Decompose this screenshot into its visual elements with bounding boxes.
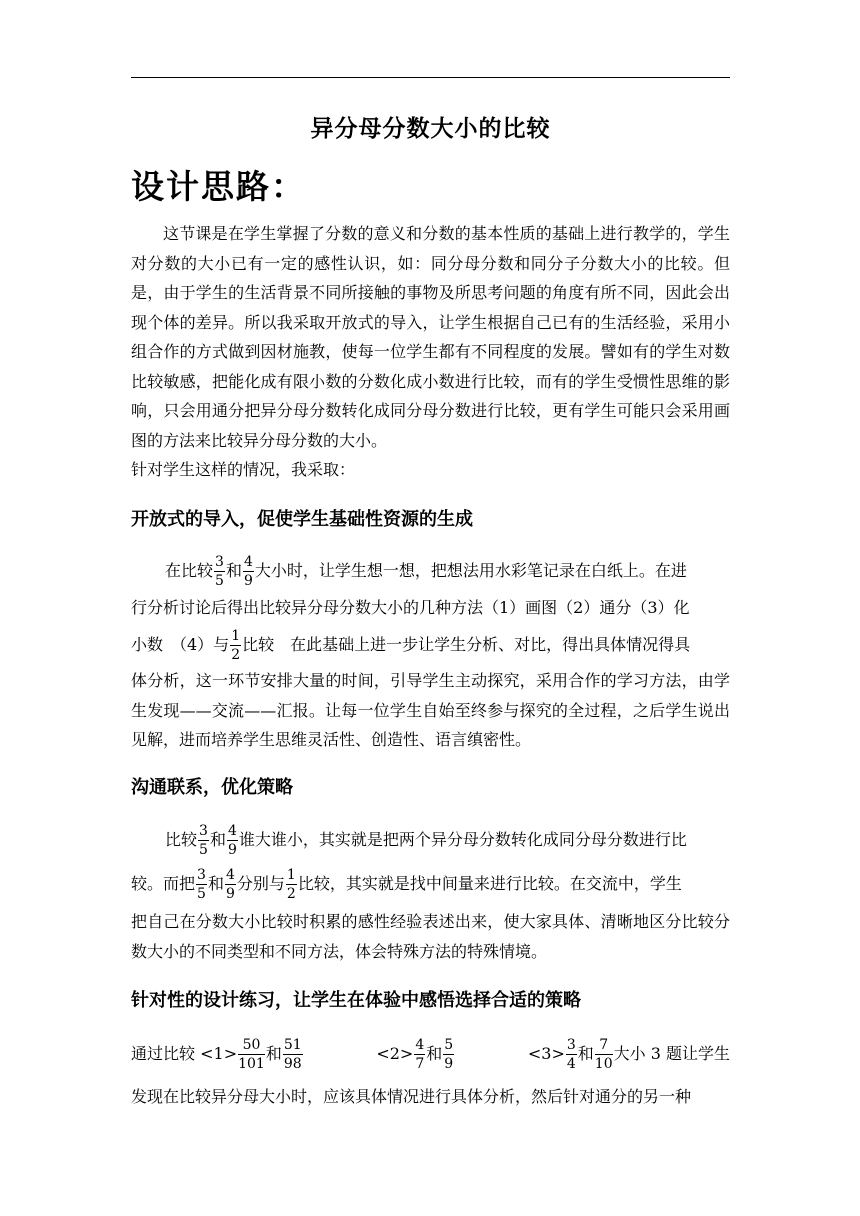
text-span: 比较 在此基础上进一步让学生分析、对比，得出具体情况得具 (242, 635, 691, 654)
p1-line-3 (131, 625, 730, 665)
text-span: 较。而把 (131, 874, 196, 893)
denominator: 2 (231, 647, 241, 663)
numerator: 1 (231, 628, 241, 644)
numerator: 3 (199, 823, 208, 839)
text-span: 和 (207, 874, 224, 893)
text-span: 比较，其实就是找中间量来进行比较。在交流中，学生 (297, 874, 682, 893)
example-label: <2> (376, 1044, 414, 1063)
denominator: 7 (415, 1056, 425, 1072)
denominator: 5 (215, 573, 224, 589)
text-span: 分别与 (236, 874, 285, 893)
text-span: 和 (225, 561, 242, 580)
numerator: 4 (415, 1037, 425, 1053)
fraction (230, 629, 241, 662)
text-span: 比较 (165, 830, 198, 849)
p1-line-1 (131, 551, 730, 591)
text-span: 大小时，让学生想一想，把想法用水彩笔记录在白纸上。在进 (254, 561, 687, 580)
numerator: 3 (197, 867, 206, 883)
fraction (198, 824, 209, 857)
text-span: 和 (265, 1044, 282, 1063)
fraction (196, 868, 207, 901)
numerator: 3 (566, 1037, 576, 1053)
fraction (243, 555, 254, 588)
numerator: 7 (595, 1038, 613, 1055)
denominator: 10 (594, 1056, 613, 1072)
example-label: <3> (527, 1044, 565, 1063)
denominator: 4 (566, 1056, 576, 1072)
fraction (225, 868, 236, 901)
fraction (566, 1038, 577, 1071)
denominator: 9 (227, 842, 237, 858)
p1-rest: 体分析，这一环节安排大量的时间，引导学生主动探究，采用合作的学习方法，由学生发现——交流——汇报。让每一位学生自始至终参与探究的全过程，之后学生说出见解，进而培养学生思维灵活性、创造性、语言缜密性。 (131, 671, 730, 749)
p2-line-2 (131, 864, 730, 904)
denominator: 5 (197, 886, 206, 902)
p3-line-1 (131, 1034, 730, 1074)
denominator: 98 (283, 1056, 302, 1072)
measures-intro: 针对学生这样的情况，我采取： (131, 460, 356, 479)
example-group-3 (528, 1034, 730, 1074)
text-span: 大小 3 题让学生 (613, 1044, 730, 1063)
heading-open-introduction: 开放式的导入，促使学生基础性资源的生成 (131, 509, 473, 530)
numerator: 50 (238, 1038, 265, 1055)
p3-line-2: 发现在比较异分母大小时，应该具体情况进行具体分析，然后针对通分的另一种 (131, 1087, 692, 1106)
text-span: 和 (209, 830, 226, 849)
text-span: 和 (426, 1044, 443, 1063)
denominator: 2 (286, 886, 296, 902)
example-group-1 (131, 1034, 304, 1074)
document-title: 异分母分数大小的比较 (310, 116, 551, 142)
denominator: 9 (243, 573, 253, 589)
fraction (286, 868, 297, 901)
numerator: 4 (225, 867, 235, 883)
numerator: 5 (444, 1037, 454, 1053)
numerator: 51 (283, 1037, 302, 1053)
fraction (443, 1038, 454, 1071)
p1-line-2: 行分析讨论后得出比较异分母分数大小的几种方法（1）画图（2）通分（3）化 (131, 598, 690, 617)
text-span: 小数 （4）与 (131, 635, 230, 654)
heading-communication: 沟通联系，优化策略 (131, 777, 293, 798)
fraction (238, 1038, 265, 1071)
denominator: 101 (238, 1056, 265, 1072)
fraction (414, 1038, 425, 1071)
denominator: 9 (444, 1056, 454, 1072)
fraction (227, 824, 238, 857)
heading-targeted-practice: 针对性的设计练习，让学生在体验中感悟选择合适的策略 (131, 990, 581, 1011)
text-span: 谁大谁小，其实就是把两个异分母分数转化成同分母分数进行比 (238, 830, 687, 849)
numerator: 4 (227, 823, 237, 839)
denominator: 9 (225, 886, 235, 902)
denominator: 5 (199, 842, 208, 858)
intro-paragraph: 这节课是在学生掌握了分数的意义和分数的基本性质的基础上进行教学的，学生对分数的大小已有一定的感性认识，如：同分母分数和同分子分数大小的比较。但是，由于学生的生活背景不同所接触的事物及所思考问题的角度有所不同，因此会出现个体的差异。所以我采取开放式的导入，让学生根据自己已有的生活经验，采用小组合作的方式做到因材施教，使每一位学生都有不同程度的发展。譬如有的学生对数比较敏感，把能化成有限小数的分数化成小数进行比较，而有的学生受惯性思维的影响，只会用通分把异分母分数转化成同分母分数进行比较，更有学生可能只会采用画图的方法来比较异分母分数的大小。 (131, 224, 730, 450)
section-heading: 设计思路： (131, 167, 306, 206)
fraction (595, 1038, 613, 1071)
fraction (214, 555, 225, 588)
text-span: 通过比较 (131, 1044, 196, 1063)
fraction (283, 1038, 303, 1071)
numerator: 4 (243, 554, 253, 570)
numerator: 3 (215, 554, 224, 570)
text-span: 在比较 (165, 561, 214, 580)
p2-line-1 (131, 820, 730, 860)
p2-rest: 把自己在分数大小比较时积累的感性经验表述出来，使大家具体、清晰地区分比较分数大小的不同类型和不同方法，体会特殊方法的特殊情境。 (131, 912, 730, 961)
example-label: <1> (200, 1044, 238, 1063)
example-group-2 (376, 1034, 455, 1074)
text-span: 和 (577, 1044, 594, 1063)
numerator: 1 (286, 867, 296, 883)
header-rule (131, 77, 730, 78)
